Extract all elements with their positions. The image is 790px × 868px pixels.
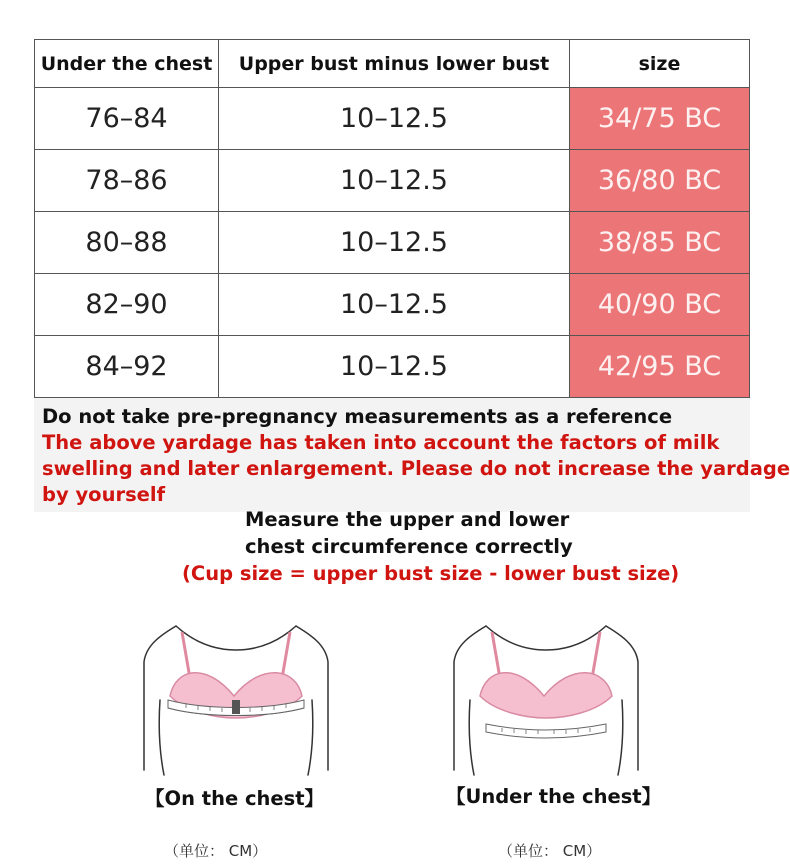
cell-size: 42/95 BC — [570, 336, 750, 398]
yardage-note-line-2: swelling and later enlargement. Please do not increase the yardage — [42, 457, 790, 480]
measure-title-line-1: Measure the upper and lower — [245, 508, 570, 531]
table-row — [35, 274, 750, 336]
pre-pregnancy-warning: Do not take pre-pregnancy measurements as a reference — [42, 405, 673, 428]
cell-size: 40/90 BC — [570, 274, 750, 336]
bra-tape-on-chest-icon — [136, 600, 336, 780]
header-under-chest: Under the chest — [35, 40, 219, 88]
unit-label-on-chest: （单位： CM） — [164, 842, 268, 860]
table-row — [35, 88, 750, 150]
figure-label-under-chest: 【Under the chest】 — [446, 785, 662, 808]
cell-under-chest: 82–90 — [35, 274, 219, 336]
cell-size: 34/75 BC — [570, 88, 750, 150]
bra-tape-under-chest-icon — [446, 600, 646, 780]
cup-size-formula: (Cup size = upper bust size - lower bust size) — [182, 562, 680, 585]
cell-under-chest: 78–86 — [35, 150, 219, 212]
table-header-row — [35, 40, 750, 88]
cell-bust-difference: 10–12.5 — [219, 336, 570, 398]
yardage-note-line-1: The above yardage has taken into account the factors of milk — [42, 431, 720, 454]
cell-size: 38/85 BC — [570, 212, 750, 274]
cell-bust-difference: 10–12.5 — [219, 212, 570, 274]
cell-bust-difference: 10–12.5 — [219, 88, 570, 150]
yardage-note-line-3: by yourself — [42, 483, 166, 506]
cell-under-chest: 76–84 — [35, 88, 219, 150]
cell-bust-difference: 10–12.5 — [219, 150, 570, 212]
table-row — [35, 336, 750, 398]
figure-label-on-chest: 【On the chest】 — [145, 787, 325, 810]
cell-under-chest: 84–92 — [35, 336, 219, 398]
cell-under-chest: 80–88 — [35, 212, 219, 274]
measure-title-line-2: chest circumference correctly — [245, 535, 573, 558]
table-row — [35, 212, 750, 274]
unit-label-under-chest: （单位： CM） — [498, 842, 602, 860]
header-size: size — [570, 40, 750, 88]
cell-bust-difference: 10–12.5 — [219, 274, 570, 336]
table-row — [35, 150, 750, 212]
cell-size: 36/80 BC — [570, 150, 750, 212]
header-bust-difference: Upper bust minus lower bust — [219, 40, 570, 88]
size-chart-table — [34, 39, 750, 398]
